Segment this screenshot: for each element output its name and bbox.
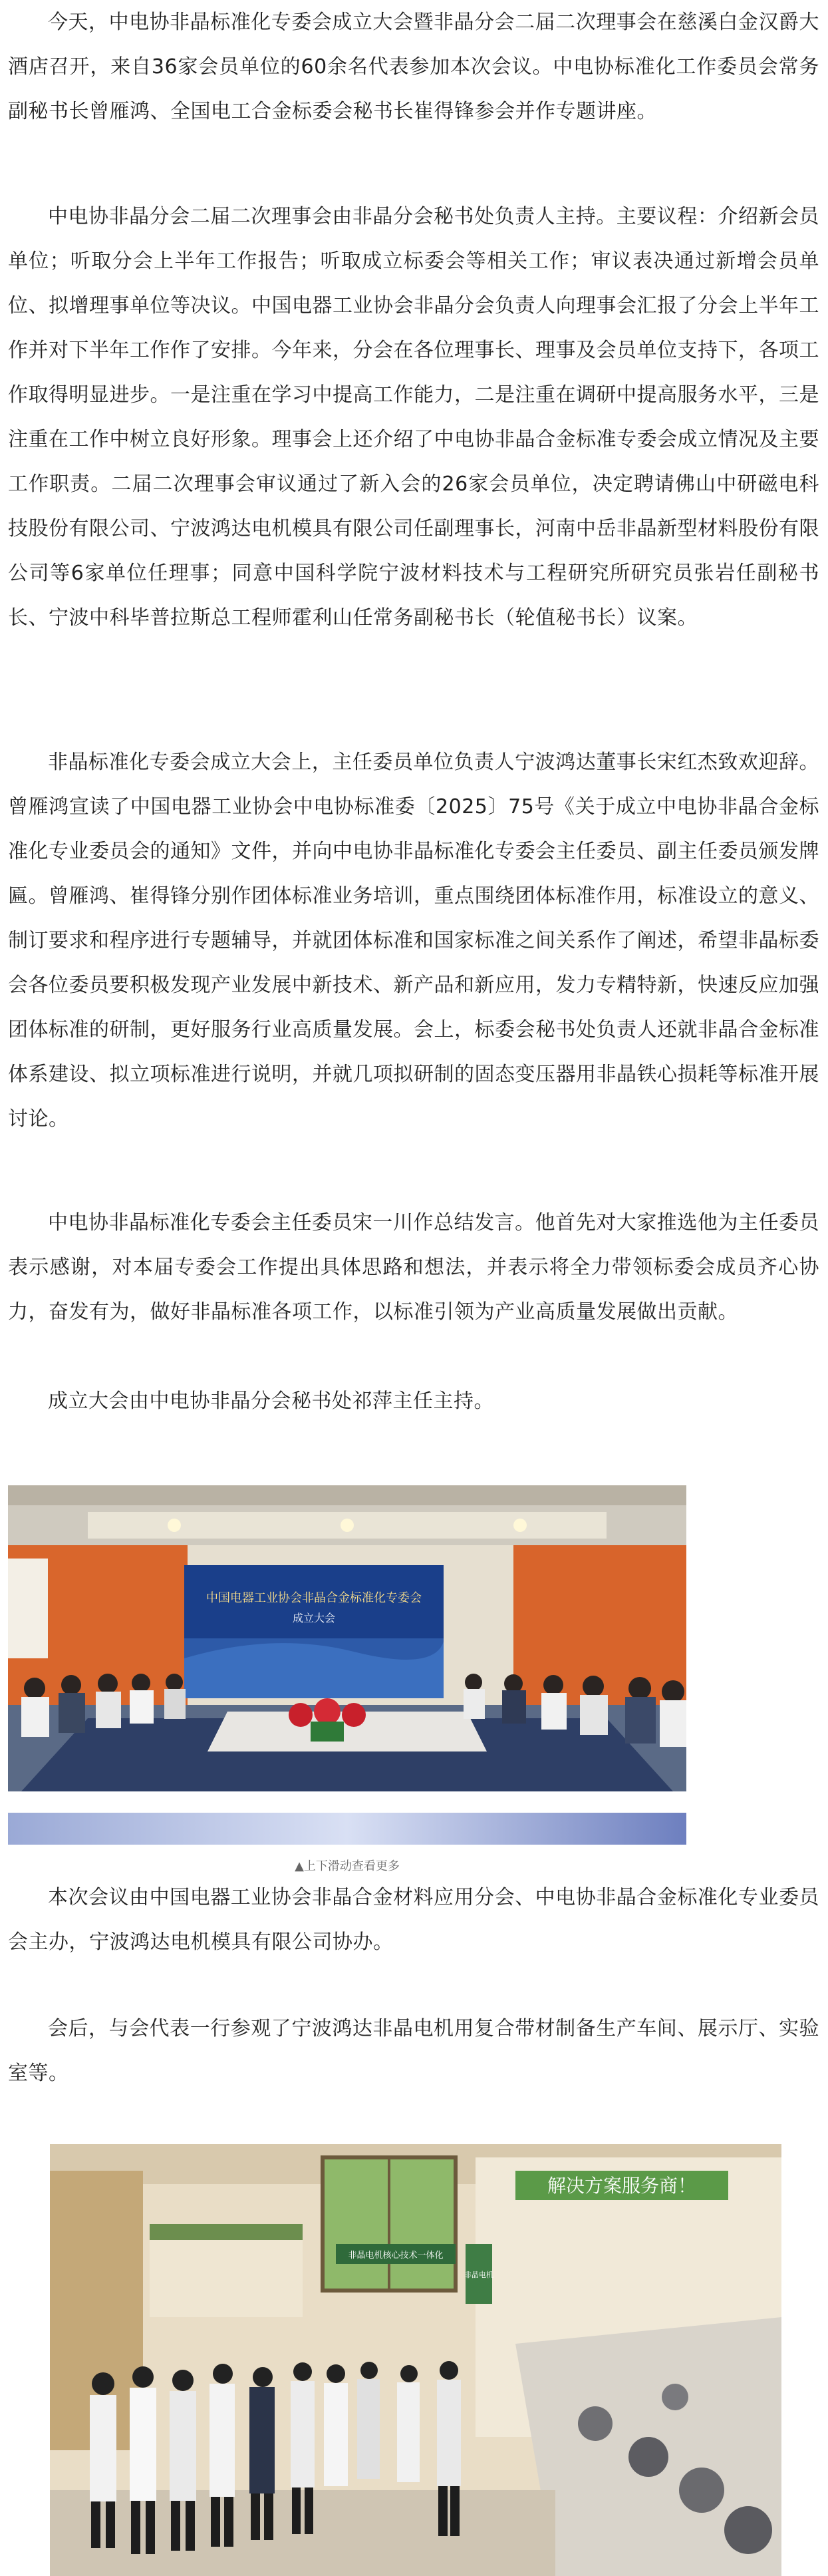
paragraph-host: 成立大会由中电协非晶分会秘书处祁萍主任主持。 xyxy=(48,1389,494,1413)
photo-strip[interactable] xyxy=(8,1813,686,1845)
paragraph-intro: 今天，中电协非晶标准化专委会成立大会暨非晶分会二届二次理事会在慈溪白金汉爵大酒店召开，来自36家会员单位的60余名代表参加本次会议。中电协标准化工作委员会常务副秘书长曾雁鸿、全国电工合金标委会秘书长崔得锋参会并作专题讲座。 xyxy=(8,11,819,123)
sign-text-1: 非晶电机核心技术一体化 xyxy=(348,2251,444,2261)
paragraph-organizers: 本次会议由中国电器工业协会非晶合金材料应用分会、中电协非晶合金标准化专业委员会主办，宁波鸿达电机模具有限公司协办。 xyxy=(8,1886,819,1954)
screen-title: 中国电器工业协会非晶合金标准化专委会 xyxy=(206,1591,422,1605)
visit-photo xyxy=(50,2144,781,2576)
banner-text: 解决方案服务商！ xyxy=(547,2175,697,2197)
paragraph-chair-speech: 中电协非晶标准化专委会主任委员宋一川作总结发言。他首先对大家推选他为主任委员表示感谢，对本届专委会工作提出具体思路和想法，并表示将全力带领标委会成员齐心协力，奋发有为，做好非晶标准各项工作，以标准引领为产业高质量发展做出贡献。 xyxy=(8,1211,819,1324)
paragraph-visit: 会后，与会代表一行参观了宁波鸿达非晶电机用复合带材制备生产车间、展示厅、实验室等。 xyxy=(8,2017,819,2085)
sign-text-2: 非晶电机 xyxy=(464,2271,493,2279)
screen-subtitle: 成立大会 xyxy=(292,1612,336,1624)
paragraph-committee-founding: 非晶标准化专委会成立大会上，主任委员单位负责人宁波鸿达董事长宋红杰致欢迎辞。曾雁鸿宣读了中国电器工业协会中电协标准委〔2025〕75号《关于成立中电协非晶合金标准化专业委员会的通知》文件，并向中电协非晶标准化专委会主任委员、副主任委员颁发牌匾。曾雁鸿、崔得锋分别作团体标准业务培训，重点围绕团体标准作用，标准设立的意义、制订要求和程序进行专题辅导，并就团体标准和国家标准之间关系作了阐述，希望非晶标委会各位委员要积极发现产业发展中新技术、新产品和新应用，发力专精特新，快速反应加强团体标准的研制，更好服务行业高质量发展。会上，标委会秘书处负责人还就非晶合金标准体系建设、拟立项标准进行说明，并就几项拟研制的固态变压器用非晶铁心损耗等标准开展讨论。 xyxy=(8,751,819,1131)
scroll-caption: ▲上下滑动查看更多 xyxy=(295,1859,400,1873)
meeting-photo xyxy=(8,1485,686,1791)
paragraph-council-meeting: 中电协非晶分会二届二次理事会由非晶分会秘书处负责人主持。主要议程：介绍新会员单位；听取分会上半年工作报告；听取成立标委会等相关工作；审议表决通过新增会员单位、拟增理事单位等决议。中国电器工业协会非晶分会负责人向理事会汇报了分会上半年工作并对下半年工作作了安排。今年来，分会在各位理事长、理事及会员单位支持下，各项工作取得明显进步。一是注重在学习中提高工作能力，二是注重在调研中提高服务水平，三是注重在工作中树立良好形象。理事会上还介绍了中电协非晶合金标准专委会成立情况及主要工作职责。二届二次理事会审议通过了新入会的26家会员单位，决定聘请佛山中研磁电科技股份有限公司、宁波鸿达电机模具有限公司任副理事长，河南中岳非晶新型材料股份有限公司等6家单位任理事；同意中国科学院宁波材料技术与工程研究所研究员张岩任副秘书长、宁波中科毕普拉斯总工程师霍利山任常务副秘书长（轮值秘书长）议案。 xyxy=(8,205,819,630)
